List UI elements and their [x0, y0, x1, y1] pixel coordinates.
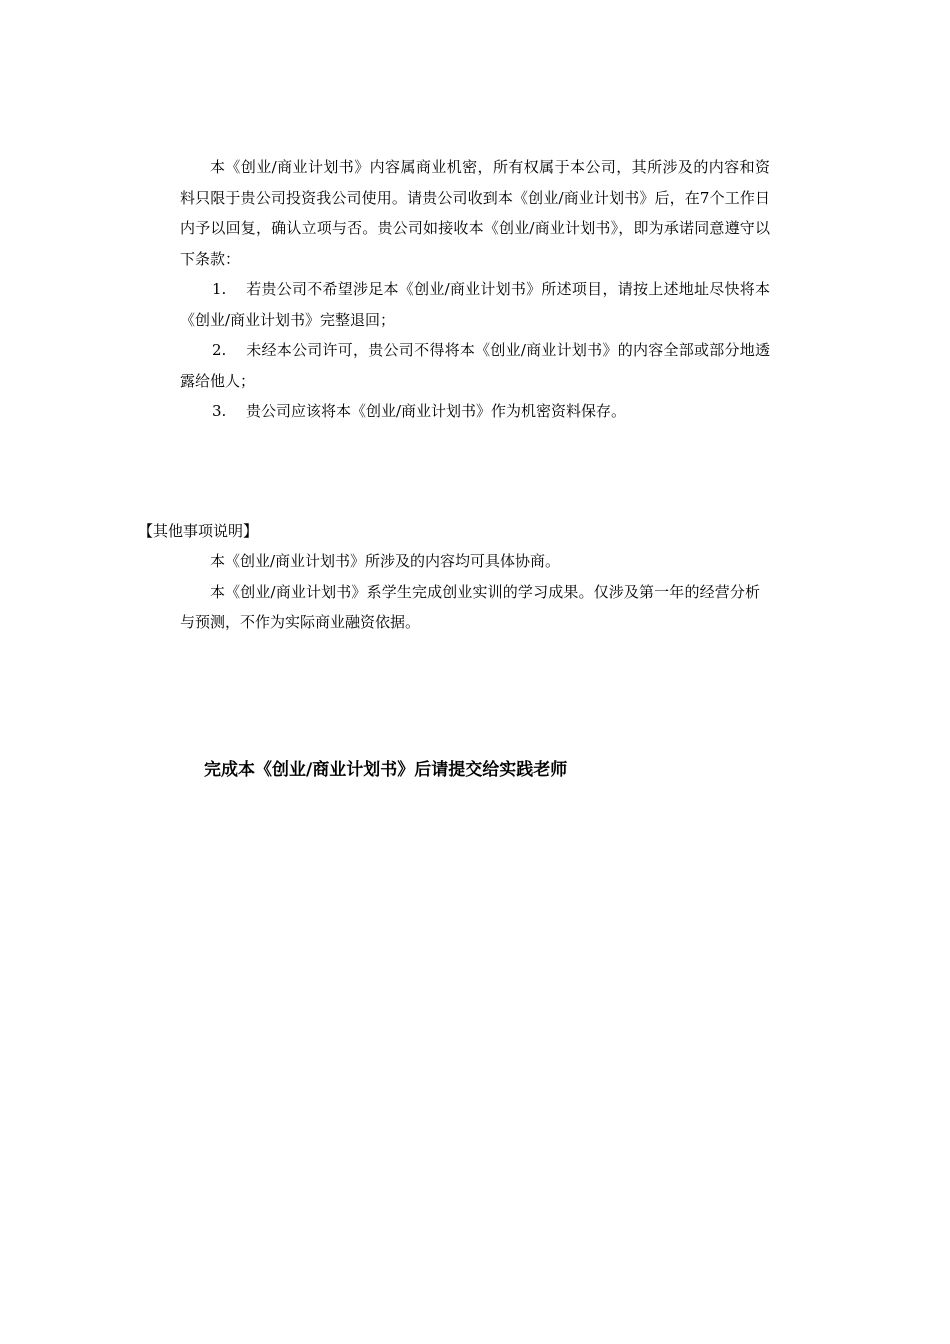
closing-instruction: 完成本《创业/商业计划书》后请提交给实践老师 — [204, 760, 568, 780]
confidentiality-item-3 — [180, 396, 770, 427]
confidentiality-item-1 — [180, 274, 770, 335]
item-text: 未经本公司许可，贵公司不得将本《创业/商业计划书》的内容全部或部分地透露给他人； — [180, 341, 770, 390]
item-number: 1. — [212, 280, 227, 298]
other-notes-section — [180, 546, 760, 638]
other-notes-paragraph-2: 本《创业/商业计划书》系学生完成创业实训的学习成果。仅涉及第一年的经营分析与预测，不作为实际商业融资依据。 — [180, 582, 760, 631]
item-number: 3. — [212, 402, 227, 420]
item-text: 若贵公司不希望涉足本《创业/商业计划书》所述项目，请按上述地址尽快将本《创业/商业计划书》完整退回； — [180, 280, 770, 329]
other-notes-paragraph-1: 本《创业/商业计划书》所涉及的内容均可具体协商。 — [210, 552, 561, 570]
confidentiality-intro: 本《创业/商业计划书》内容属商业机密，所有权属于本公司，其所涉及的内容和资料只限于贵公司投资我公司使用。请贵公司收到本《创业/商业计划书》后，在7个工作日内予以回复，确认立项与否。贵公司如接收本《创业/商业计划书》，即为承诺同意遵守以下条款： — [180, 158, 770, 268]
other-notes-header: 【其他事项说明】 — [138, 522, 259, 540]
item-number: 2. — [212, 341, 227, 359]
confidentiality-item-2 — [180, 335, 770, 396]
item-text: 贵公司应该将本《创业/商业计划书》作为机密资料保存。 — [246, 402, 627, 420]
confidentiality-section — [180, 152, 770, 427]
